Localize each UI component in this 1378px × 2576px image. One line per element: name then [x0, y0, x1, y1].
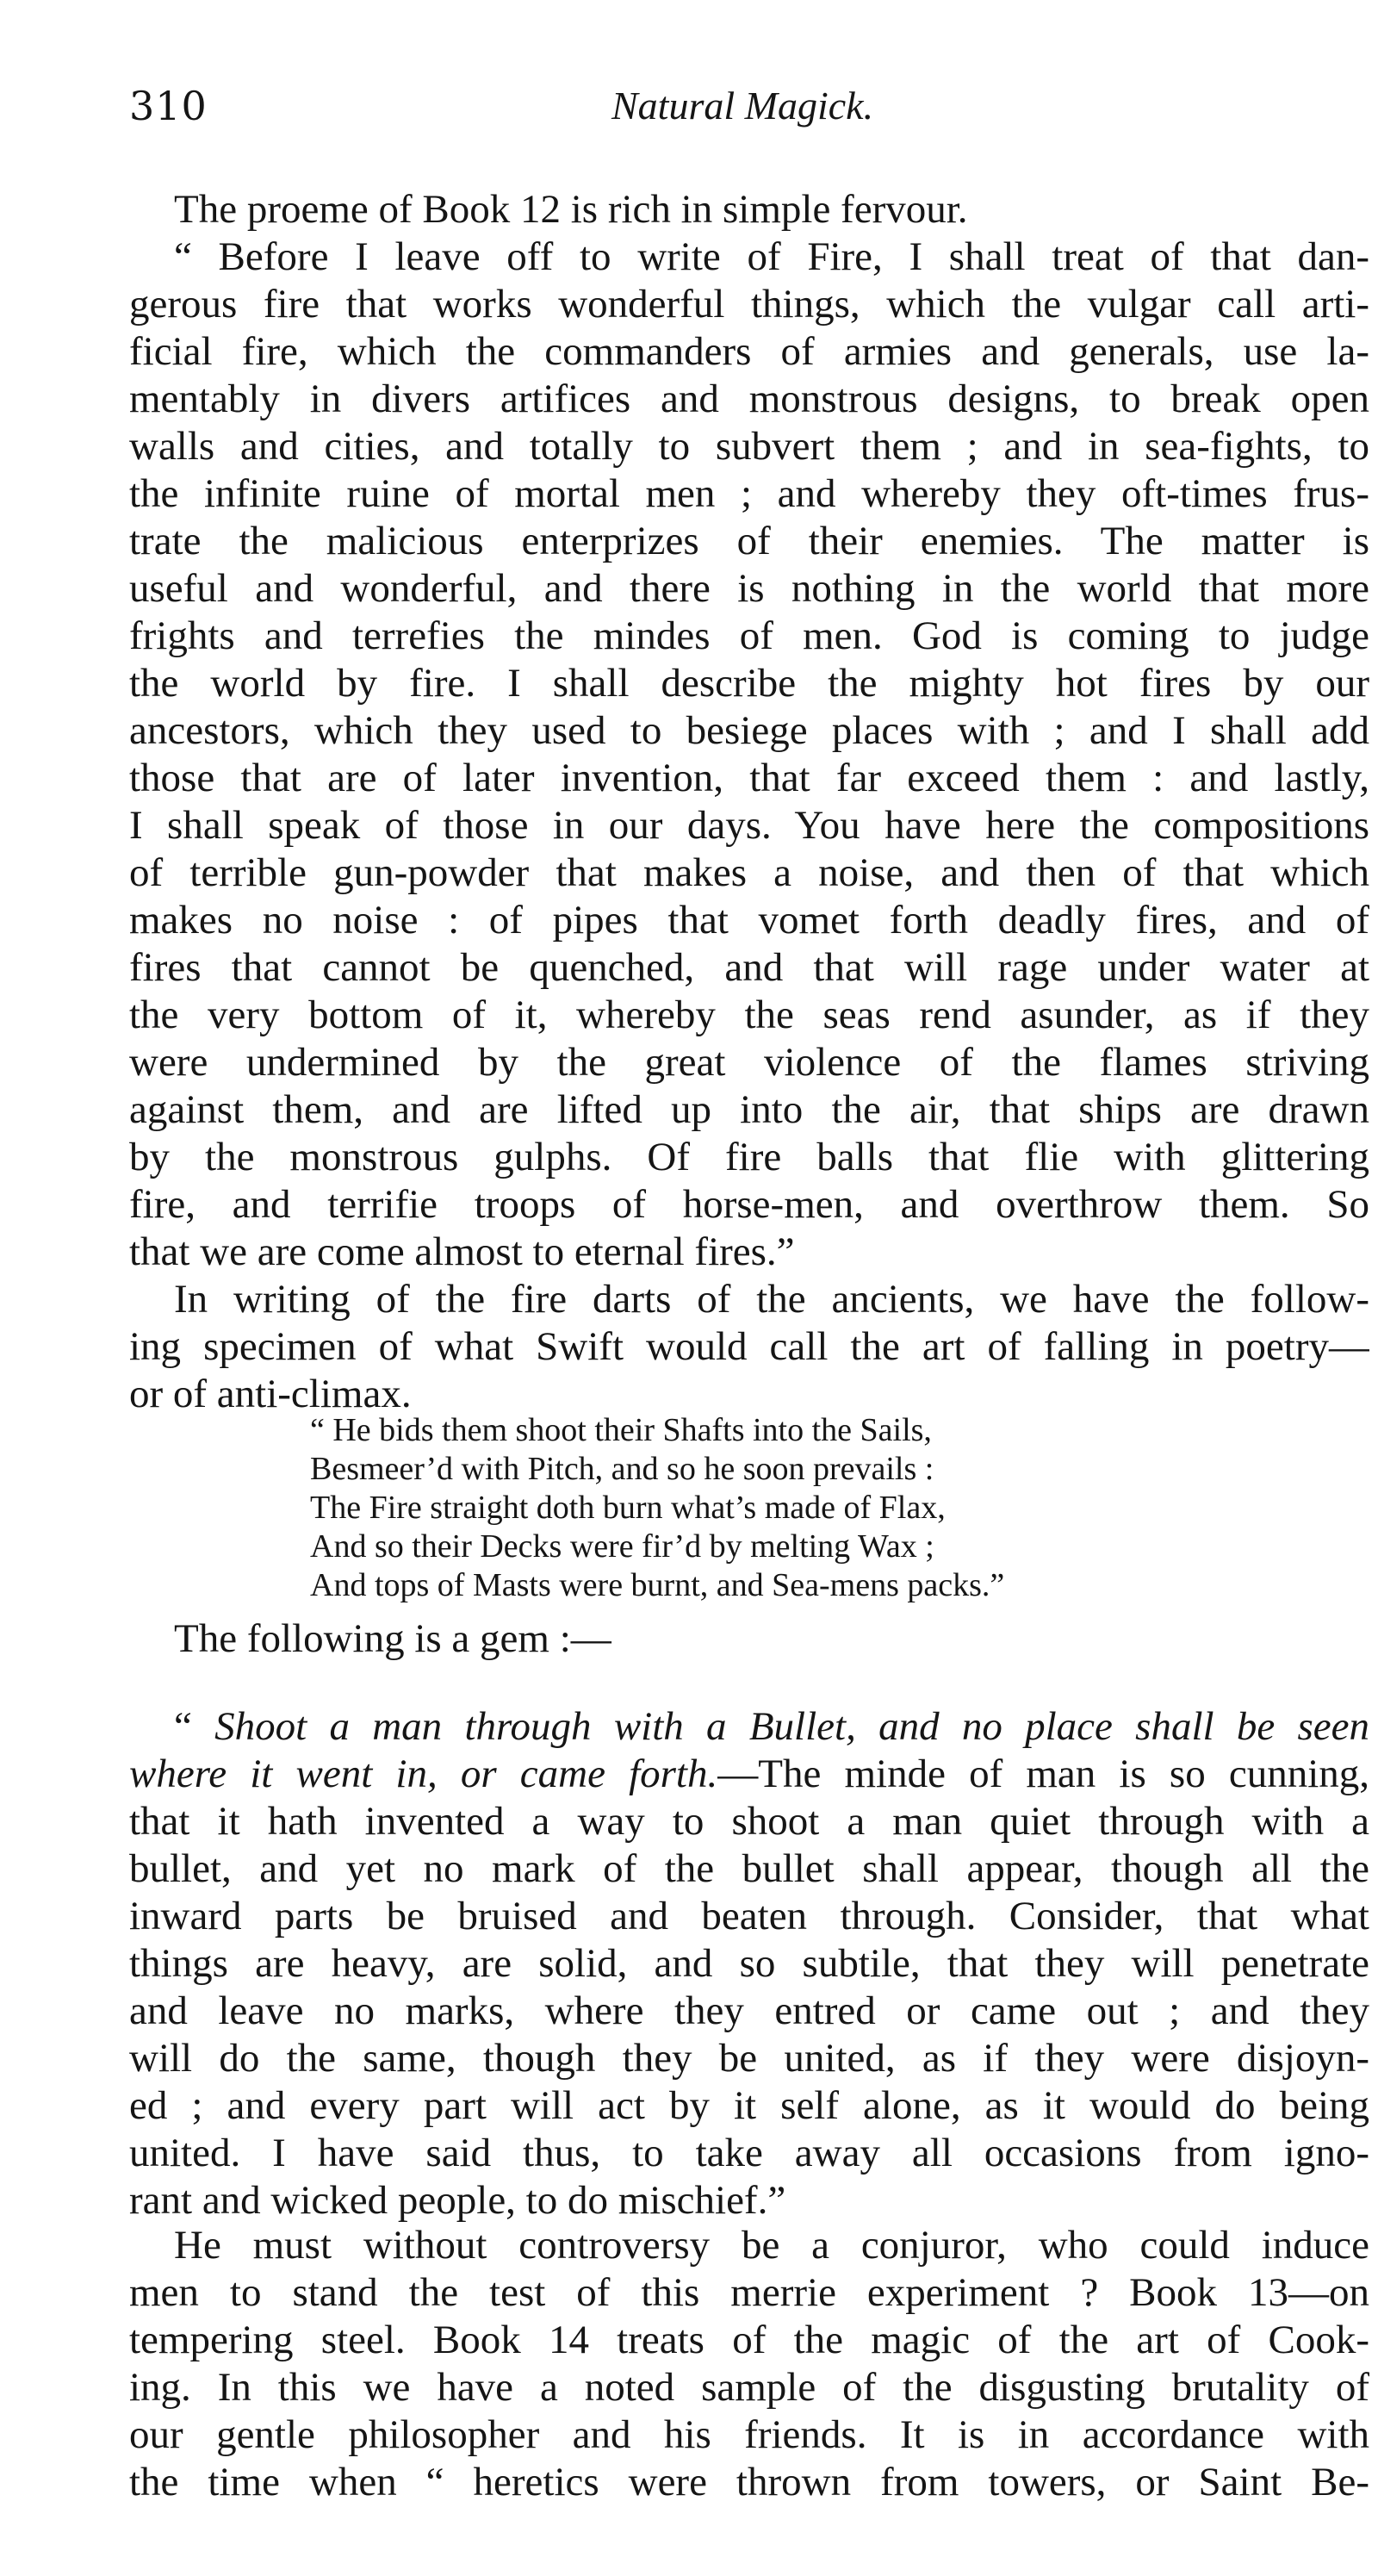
- paragraph-line: tempering steel. Book 14 treats of the magic of the art of Cook-: [129, 2318, 1369, 2362]
- paragraph-line: walls and cities, and totally to subvert them ; and in sea-fights, to: [129, 424, 1369, 469]
- paragraph-line: gerous fire that works wonderful things, which the vulgar call arti-: [129, 282, 1369, 327]
- paragraph-line: by the monstrous gulphs. Of fire balls that flie with glittering: [129, 1135, 1369, 1179]
- paragraph-line: rant and wicked people, to do mischief.”: [129, 2178, 786, 2223]
- body-text-block-4: [129, 2222, 1369, 2506]
- paragraph-line: fire, and terrifie troops of horse-men, and overthrow them. So: [129, 1182, 1369, 1227]
- paragraph-line: those that are of later invention, that far exceed them : and lastly,: [129, 756, 1369, 800]
- paragraph-line: The proeme of Book 12 is rich in simple fervour.: [174, 187, 968, 232]
- paragraph-line: united. I have said thus, to take away all occasions from igno-: [129, 2131, 1369, 2175]
- paragraph-line: that we are come almost to eternal fires.”: [129, 1229, 795, 1274]
- page-number: 310: [129, 83, 208, 129]
- paragraph-line: against them, and are lifted up into the air, that ships are drawn: [129, 1087, 1369, 1132]
- verse-line: And so their Decks were fir’d by melting Wax ;: [310, 1528, 934, 1565]
- verse-line: Besmeer’d with Pitch, and so he soon prevails :: [310, 1451, 934, 1487]
- paragraph-line: ing specimen of what Swift would call the art of falling in poetry—: [129, 1324, 1369, 1369]
- paragraph-line: things are heavy, are solid, and so subtile, that they will penetrate: [129, 1941, 1369, 1986]
- paragraph-line: ancestors, which they used to besiege places with ; and I shall add: [129, 708, 1369, 753]
- paragraph-line: The following is a gem :—: [174, 1616, 611, 1661]
- paragraph-line: ing. In this we have a noted sample of the disgusting brutality of: [129, 2365, 1369, 2410]
- paragraph-line: “ Before I leave off to write of Fire, I shall treat of that dan-: [174, 234, 1369, 279]
- verse-line: And tops of Masts were burnt, and Sea-mens packs.”: [310, 1567, 1005, 1603]
- paragraph-line: useful and wonderful, and there is nothing in the world that more: [129, 566, 1369, 611]
- italic-lead-phrase: where it went in, or came forth.: [129, 1752, 718, 1796]
- paragraph-line: men to stand the test of this merrie experiment ? Book 13—on: [129, 2270, 1369, 2315]
- paragraph-line: where it went in, or came forth.—The minde of man is so cunning,: [129, 1752, 1369, 1796]
- paragraph-line: bullet, and yet no mark of the bullet shall appear, though all the: [129, 1846, 1369, 1891]
- italic-lead-phrase: Shoot a man through with a Bullet, and no place shall be seen: [214, 1704, 1369, 1749]
- paragraph-line: trate the malicious enterprizes of their enemies. The matter is: [129, 519, 1369, 563]
- paragraph-line: makes no noise : of pipes that vomet forth deadly fires, and of: [129, 898, 1369, 943]
- paragraph-line: will do the same, though they be united, as if they were disjoyn-: [129, 2036, 1369, 2081]
- paragraph-line: were undermined by the great violence of the flames striving: [129, 1040, 1369, 1085]
- paragraph-line: the time when “ heretics were thrown from towers, or Saint Be-: [129, 2460, 1369, 2504]
- paragraph-line: the very bottom of it, whereby the seas rend asunder, as if they: [129, 992, 1369, 1037]
- paragraph-line: In writing of the fire darts of the ancients, we have the follow-: [174, 1277, 1369, 1322]
- body-text-block-2: [129, 1615, 1369, 1663]
- verse-quotation: [310, 1411, 1309, 1605]
- paragraph-line: I shall speak of those in our days. You have here the compositions: [129, 803, 1369, 848]
- paragraph-line: ed ; and every part will act by it self alone, as it would do being: [129, 2083, 1369, 2128]
- paragraph-line: He must without controversy be a conjuror, who could induce: [174, 2223, 1369, 2268]
- paragraph-line: “ Shoot a man through with a Bullet, and no place shall be seen: [174, 1704, 1369, 1749]
- paragraph-line: that it hath invented a way to shoot a man quiet through with a: [129, 1799, 1369, 1844]
- page-header: [129, 83, 1369, 143]
- paragraph-line: inward parts be bruised and beaten through. Consider, that what: [129, 1894, 1369, 1938]
- paragraph-line: mentably in divers artifices and monstrous designs, to break open: [129, 376, 1369, 421]
- paragraph-line: or of anti-climax.: [129, 1372, 412, 1416]
- body-text-block-1: [129, 186, 1369, 1418]
- running-title: Natural Magick.: [611, 84, 874, 128]
- paragraph-line: the world by fire. I shall describe the mighty hot fires by our: [129, 661, 1369, 706]
- paragraph-line: ficial fire, which the commanders of armies and generals, use la-: [129, 329, 1369, 374]
- verse-line: The Fire straight doth burn what’s made of Flax,: [310, 1490, 946, 1526]
- paragraph-line: and leave no marks, where they entred or came out ; and they: [129, 1988, 1369, 2033]
- paragraph-line: the infinite ruine of mortal men ; and whereby they oft-times frus-: [129, 471, 1369, 516]
- paragraph-line: our gentle philosopher and his friends. It is in accordance with: [129, 2412, 1369, 2457]
- paragraph-line: of terrible gun-powder that makes a noise, and then of that which: [129, 850, 1369, 895]
- verse-line: “ He bids them shoot their Shafts into the Sails,: [310, 1412, 932, 1448]
- paragraph-line: fires that cannot be quenched, and that will rage under water at: [129, 945, 1369, 990]
- body-text-block-3: [129, 1703, 1369, 2224]
- paragraph-line: frights and terrefies the mindes of men. God is coming to judge: [129, 613, 1369, 658]
